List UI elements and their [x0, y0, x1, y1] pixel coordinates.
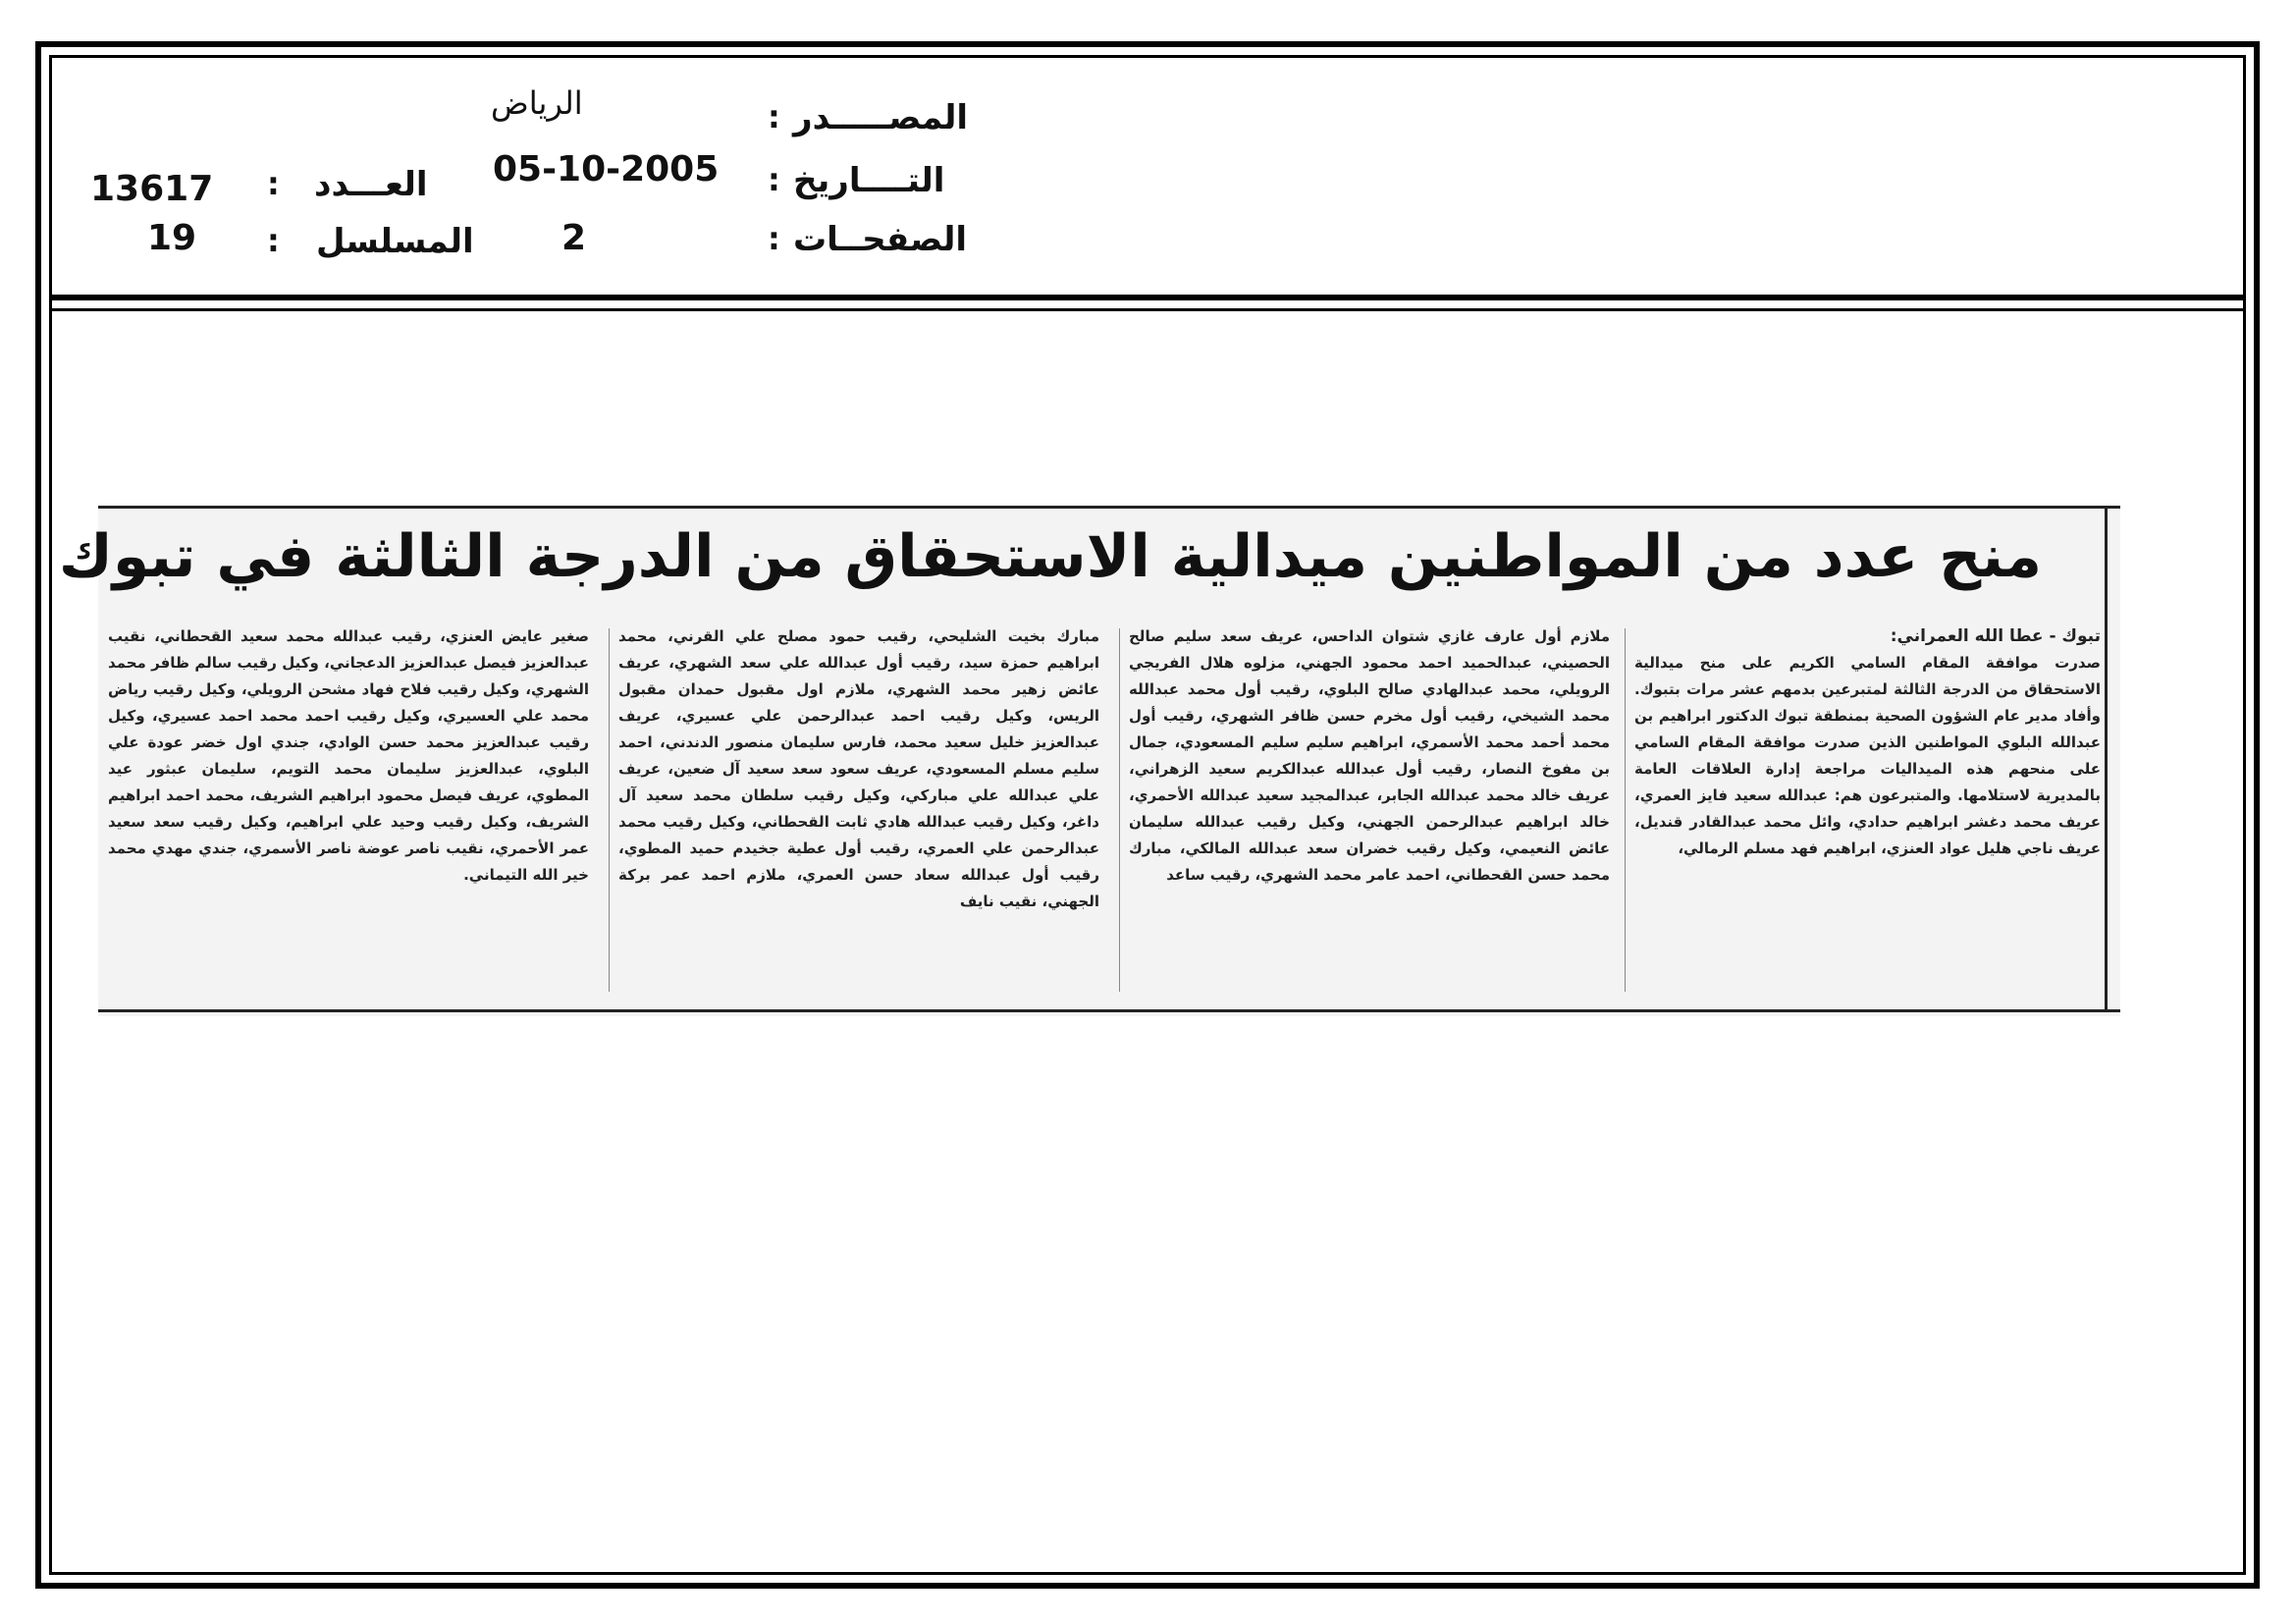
article-column-text: ملازم أول عارف غازي شتوان الداحس، عريف سعد سليم صالح الحصيني، عبدالحميد احمد محمود الجهني، مزلوه هلال الفريجي الرويلي، محمد عبدالهادي صالح البلوي، رقيب أول محمد عبدالله محمد الشيخي، رقيب أول مخرم حسن ظافر الشهري، رقيب أول محمد أحمد محمد الأسمري، ابراهيم سليم سليم المسعودي، جمال بن مفوخ النصار، رقيب أول عبدالله عبدالكريم سعيد الزهراني، عريف خالد محمد عبدالله الجابر، عبدالمجيد سعيد عبدالله الأحمري، خالد ابراهيم عبدالرحمن الجهني، وكيل رقيب عبدالله سليمان عائض النعيمي، وكيل رقيب خضران سعد عبدالله المالكي، مبارك محمد حسن القحطاني، احمد عامر محمد الشهري، رقيب ساعد — [1129, 627, 1610, 884]
article-column-text: صدرت موافقة المقام السامي الكريم على منح ميدالية الاستحقاق من الدرجة الثالثة لمتبرعين بدمهم عشر مرات بتبوك. وأفاد مدير عام الشؤون الصحية بمنطقة تبوك الدكتور ابراهيم بن عبدالله البلوي المواطنين الذين صدرت موافقة المقام السامي على منحهم هذه الميداليات مراجعة إدارة العلاقات العامة بالمديرية لاستلامها. والمتبرعون هم: عبدالله سعيد فايز العمري، عريف محمد دغشر ابراهيم حدادي، وائل محمد عبدالقادر قنديل، عريف ناجي هليل عواد العنزي، ابراهيم فهد مسلم الرمالي، — [1634, 654, 2101, 857]
pages-label: الصفحــات — [793, 220, 968, 259]
column-separator — [1119, 628, 1120, 992]
article-column-1 — [1634, 623, 2101, 997]
article-headline: منح عدد من المواطنين ميدالية الاستحقاق من الدرجة الثالثة في تبوك — [58, 522, 2042, 591]
clipping-right-rule — [2105, 506, 2108, 1012]
serial-value: 19 — [147, 218, 197, 258]
article-column-4 — [108, 623, 589, 997]
column-separator — [609, 628, 610, 992]
issue-label: العـــدد — [314, 165, 428, 204]
header-divider-thin — [49, 308, 2246, 311]
source-value: الرياض — [491, 84, 583, 122]
date-label: التــــاريخ — [793, 161, 945, 200]
date-colon: : — [768, 161, 780, 198]
serial-colon: : — [267, 222, 280, 259]
article-column-2 — [1129, 623, 1610, 997]
source-colon: : — [768, 98, 780, 135]
article-column-text: صغير عايض العنزي، رقيب عبدالله محمد سعيد القحطاني، نقيب عبدالعزيز فيصل عبدالعزيز الدعجاني، وكيل رقيب سالم ظافر محمد الشهري، وكيل رقيب فلاح فهاد مشحن الرويلي، وكيل رقيب رياض محمد علي العسيري، وكيل رقيب احمد محمد احمد عسيري، وكيل رقيب عبدالعزيز محمد حسن الوادي، جندي اول خضر عودة علي البلوي، عبدالعزيز سليمان محمد التويم، سليمان عبثور عيد المطوي، عريف فيصل محمود ابراهيم الشريف، محمد احمد ابراهيم الشريف، وكيل رقيب وحيد علي ابراهيم، وكيل رقيب سعد سعيد عمر الأحمري، نقيب ناصر عوضة ناصر الأسمري، جندي مهدي محمد خير الله التيماني. — [108, 627, 589, 884]
serial-label: المسلسل — [316, 222, 474, 261]
pages-value: 2 — [561, 218, 587, 258]
clipping-bottom-rule — [98, 1009, 2120, 1012]
issue-colon: : — [267, 165, 280, 202]
article-byline: تبوك - عطا الله العمراني: — [1890, 626, 2101, 646]
pages-colon: : — [768, 220, 780, 257]
column-separator — [1625, 628, 1626, 992]
clipping-top-rule — [98, 506, 2120, 509]
article-column-text: مبارك بخيت الشليحي، رقيب حمود مصلح علي القرني، محمد ابراهيم حمزة سيد، رقيب أول عبدالله علي سعد الشهري، عريف عائض زهير محمد الشهري، ملازم اول مقبول حمدان مقبول الريس، وكيل رقيب احمد عبدالرحمن علي عسيري، عريف عبدالعزيز خليل سعيد محمد، فارس سليمان منصور الدندني، احمد سليم مسلم المسعودي، عريف سعود سعد سعيد آل ضعين، عريف علي عبدالله علي مباركي، وكيل رقيب سلطان محمد سعيد آل داغر، وكيل رقيب عبدالله هادي ثابت القحطاني، وكيل رقيب محمد عبدالرحمن علي العمري، رقيب أول عطية جخيدم حميد المطوي، رقيب أول عبدالله سعاد حسن العمري، ملازم احمد عمر بركة الجهني، نقيب نايف — [618, 627, 1099, 910]
header-divider — [49, 295, 2246, 300]
source-label: المصـــــدر — [793, 98, 969, 137]
article-column-3 — [618, 623, 1099, 997]
issue-value: 13617 — [90, 169, 214, 209]
date-value: 05-10-2005 — [493, 149, 720, 189]
